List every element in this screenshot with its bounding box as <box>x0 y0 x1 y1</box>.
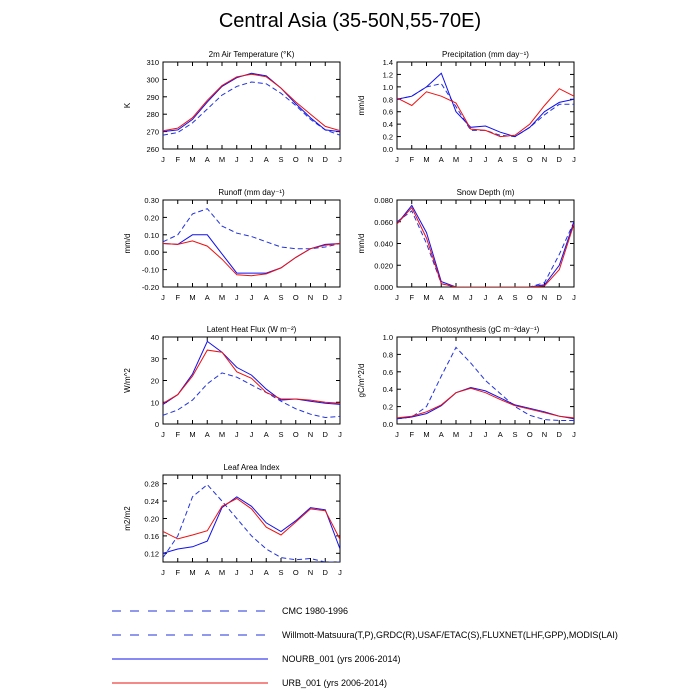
x-tick-label: S <box>512 430 518 439</box>
x-tick-label: M <box>218 155 226 164</box>
x-tick-label: O <box>526 430 533 439</box>
y-tick-label: 0.12 <box>144 549 159 559</box>
legend-label: URB_001 (yrs 2006-2014) <box>282 678 388 688</box>
series-line-solid-red <box>163 74 340 131</box>
y-tick-label: 1.0 <box>382 333 393 342</box>
y-tick-label: 0.16 <box>144 531 159 541</box>
panel-1 <box>123 50 342 164</box>
x-tick-label: J <box>395 430 399 439</box>
y-tick-label: 1.2 <box>382 70 393 80</box>
panel-6 <box>357 325 576 439</box>
y-tick-label: -0.10 <box>141 265 159 275</box>
series-line-dashed <box>397 211 574 287</box>
y-tick-label: 10 <box>150 398 159 408</box>
x-tick-label: J <box>468 155 473 164</box>
x-tick-label: N <box>307 568 314 577</box>
x-tick-label: N <box>541 155 548 164</box>
y-tick-label: 40 <box>150 333 159 342</box>
x-tick-label: O <box>526 293 533 302</box>
y-tick-label: 0.040 <box>374 239 393 249</box>
x-tick-label: A <box>497 293 503 302</box>
x-tick-label: A <box>438 430 444 439</box>
x-tick-label: J <box>338 293 342 302</box>
x-tick-label: M <box>189 430 196 439</box>
x-tick-label: M <box>218 293 226 302</box>
x-tick-label: F <box>409 155 415 164</box>
y-axis-label: W/m^2 <box>123 368 132 393</box>
x-tick-label: J <box>338 430 342 439</box>
x-tick-label: J <box>572 155 576 164</box>
x-tick-label: A <box>497 430 503 439</box>
y-axis-label: m2/m2 <box>123 506 132 531</box>
legend <box>112 606 618 688</box>
x-tick-label: O <box>292 155 299 164</box>
series-line-solid-red <box>163 350 340 403</box>
x-tick-label: J <box>234 155 239 164</box>
x-tick-label: N <box>307 293 314 302</box>
panel-frame <box>397 200 574 287</box>
y-tick-label: 1.4 <box>382 58 393 67</box>
panel-3 <box>123 188 342 302</box>
panel-title: Snow Depth (m) <box>456 188 515 197</box>
x-tick-label: J <box>338 155 342 164</box>
y-tick-label: 0 <box>154 420 159 429</box>
x-tick-label: J <box>468 293 473 302</box>
y-tick-label: 0.28 <box>144 479 159 489</box>
x-tick-label: A <box>204 155 210 164</box>
series-line-solid-blue <box>397 73 574 136</box>
x-tick-label: M <box>218 430 226 439</box>
x-tick-label: J <box>338 568 342 577</box>
y-axis-label: mm/d <box>357 95 366 116</box>
y-tick-label: 0.00 <box>144 248 159 258</box>
x-tick-label: D <box>556 430 562 439</box>
x-tick-label: D <box>556 155 562 164</box>
x-tick-label: J <box>395 155 399 164</box>
x-tick-label: M <box>423 155 430 164</box>
y-tick-label: 0.2 <box>382 132 393 142</box>
x-tick-label: J <box>249 293 254 302</box>
x-tick-label: M <box>189 568 196 577</box>
x-tick-label: D <box>322 430 328 439</box>
series-line-solid-blue <box>163 235 340 273</box>
x-tick-label: D <box>322 568 328 577</box>
series-line-solid-blue <box>397 205 574 287</box>
panel-2 <box>357 50 576 164</box>
x-tick-label: J <box>249 155 254 164</box>
y-tick-label: 0.24 <box>144 497 159 507</box>
y-tick-label: 270 <box>146 127 159 137</box>
panel-7 <box>123 463 342 577</box>
panel-title: Precipitation (mm day⁻¹) <box>442 50 529 59</box>
x-tick-label: A <box>438 293 444 302</box>
panel-frame <box>397 62 574 149</box>
panel-frame <box>163 200 340 287</box>
x-tick-label: F <box>175 293 181 302</box>
y-tick-label: 30 <box>150 354 159 364</box>
panel-title: Runoff (mm day⁻¹) <box>218 188 285 197</box>
y-tick-label: 0.000 <box>374 283 393 292</box>
x-tick-label: J <box>161 568 165 577</box>
x-tick-label: J <box>572 293 576 302</box>
series-line-solid-red <box>163 241 340 276</box>
x-tick-label: J <box>249 568 254 577</box>
x-tick-label: J <box>161 293 165 302</box>
x-tick-label: J <box>234 430 239 439</box>
x-tick-label: J <box>249 430 254 439</box>
x-tick-label: N <box>307 430 314 439</box>
x-tick-label: J <box>395 293 399 302</box>
series-line-solid-red <box>397 388 574 418</box>
x-tick-label: J <box>483 155 488 164</box>
x-tick-label: J <box>468 430 473 439</box>
panel-frame <box>163 62 340 149</box>
y-tick-label: 280 <box>146 110 159 120</box>
x-tick-label: D <box>556 293 562 302</box>
y-tick-label: 310 <box>146 58 159 67</box>
x-tick-label: M <box>452 155 460 164</box>
x-tick-label: F <box>175 568 181 577</box>
x-tick-label: J <box>483 293 488 302</box>
y-tick-label: 0.4 <box>382 385 393 395</box>
x-tick-label: M <box>189 155 196 164</box>
y-tick-label: 1.0 <box>382 82 393 92</box>
x-tick-label: A <box>263 293 269 302</box>
x-tick-label: A <box>438 155 444 164</box>
y-axis-label: mm/d <box>357 233 366 254</box>
x-tick-label: N <box>541 293 548 302</box>
y-tick-label: 0.4 <box>382 120 393 130</box>
panel-title: 2m Air Temperature (°K) <box>208 50 295 59</box>
x-tick-label: M <box>452 430 460 439</box>
x-tick-label: S <box>512 155 518 164</box>
x-tick-label: O <box>526 155 533 164</box>
x-tick-label: F <box>409 430 415 439</box>
panel-frame <box>163 475 340 562</box>
x-tick-label: N <box>307 155 314 164</box>
x-tick-label: S <box>278 293 284 302</box>
y-axis-label: gC/m^2/d <box>357 363 366 398</box>
x-tick-label: S <box>278 155 284 164</box>
panel-frame <box>397 337 574 424</box>
y-tick-label: 0.30 <box>144 196 159 205</box>
legend-label: CMC 1980-1996 <box>282 606 349 616</box>
y-tick-label: 0.6 <box>382 367 393 377</box>
y-tick-label: 0.2 <box>382 402 393 412</box>
x-tick-label: J <box>234 293 239 302</box>
x-tick-label: S <box>278 568 284 577</box>
y-axis-label: mm/d <box>123 233 132 254</box>
y-tick-label: 0.0 <box>382 420 393 429</box>
x-tick-label: A <box>263 155 269 164</box>
series-line-solid-blue <box>163 341 340 404</box>
y-tick-label: 0.020 <box>374 261 393 271</box>
panel-title: Photosynthesis (gC m⁻²day⁻¹) <box>431 325 540 334</box>
x-tick-label: M <box>452 293 460 302</box>
x-tick-label: J <box>161 430 165 439</box>
series-line-dashed <box>163 82 340 135</box>
y-tick-label: 20 <box>150 376 159 386</box>
legend-label: NOURB_001 (yrs 2006-2014) <box>282 654 401 664</box>
x-tick-label: D <box>322 155 328 164</box>
x-tick-label: M <box>423 293 430 302</box>
x-tick-label: O <box>292 430 299 439</box>
x-tick-label: A <box>263 430 269 439</box>
figure-title: Central Asia (35-50N,55-70E) <box>218 10 482 32</box>
x-tick-label: A <box>204 293 210 302</box>
x-tick-label: S <box>278 430 284 439</box>
series-line-dashed <box>163 209 340 249</box>
x-tick-label: J <box>572 430 576 439</box>
y-tick-label: 290 <box>146 92 159 102</box>
x-tick-label: O <box>292 293 299 302</box>
series-line-dashed <box>397 347 574 420</box>
y-tick-label: 0.20 <box>144 213 159 223</box>
x-tick-label: F <box>175 430 181 439</box>
x-tick-label: J <box>483 430 488 439</box>
y-tick-label: 0.060 <box>374 217 393 227</box>
panel-title: Latent Heat Flux (W m⁻²) <box>206 325 297 334</box>
y-tick-label: 0.6 <box>382 107 393 117</box>
x-tick-label: A <box>204 430 210 439</box>
y-tick-label: 0.8 <box>382 350 393 360</box>
x-tick-label: J <box>234 568 239 577</box>
x-tick-label: N <box>541 430 548 439</box>
y-tick-label: 300 <box>146 75 159 85</box>
y-tick-label: 0.080 <box>374 196 393 205</box>
panel-4 <box>357 188 576 302</box>
y-tick-label: 0.20 <box>144 514 159 524</box>
x-tick-label: D <box>322 293 328 302</box>
x-tick-label: A <box>497 155 503 164</box>
panel-5 <box>123 325 342 439</box>
panel-title: Leaf Area Index <box>223 463 280 472</box>
y-tick-label: 0.8 <box>382 95 393 105</box>
x-tick-label: F <box>409 293 415 302</box>
x-tick-label: O <box>292 568 299 577</box>
y-axis-label: K <box>123 102 132 109</box>
y-tick-label: 0.10 <box>144 230 159 240</box>
x-tick-label: M <box>423 430 430 439</box>
x-tick-label: A <box>204 568 210 577</box>
legend-label: Willmott-Matsuura(T,P),GRDC(R),USAF/ETAC(S),FLUXNET(LHF,GPP),MODIS(LAI) <box>282 630 618 640</box>
series-line-dashed <box>163 485 340 562</box>
x-tick-label: A <box>263 568 269 577</box>
x-tick-label: J <box>161 155 165 164</box>
x-tick-label: S <box>512 293 518 302</box>
x-tick-label: F <box>175 155 181 164</box>
y-tick-label: 260 <box>146 145 159 154</box>
x-tick-label: M <box>218 568 226 577</box>
y-tick-label: -0.20 <box>141 283 159 292</box>
series-line-solid-red <box>397 208 574 287</box>
x-tick-label: M <box>189 293 196 302</box>
y-tick-label: 0.0 <box>382 145 393 154</box>
